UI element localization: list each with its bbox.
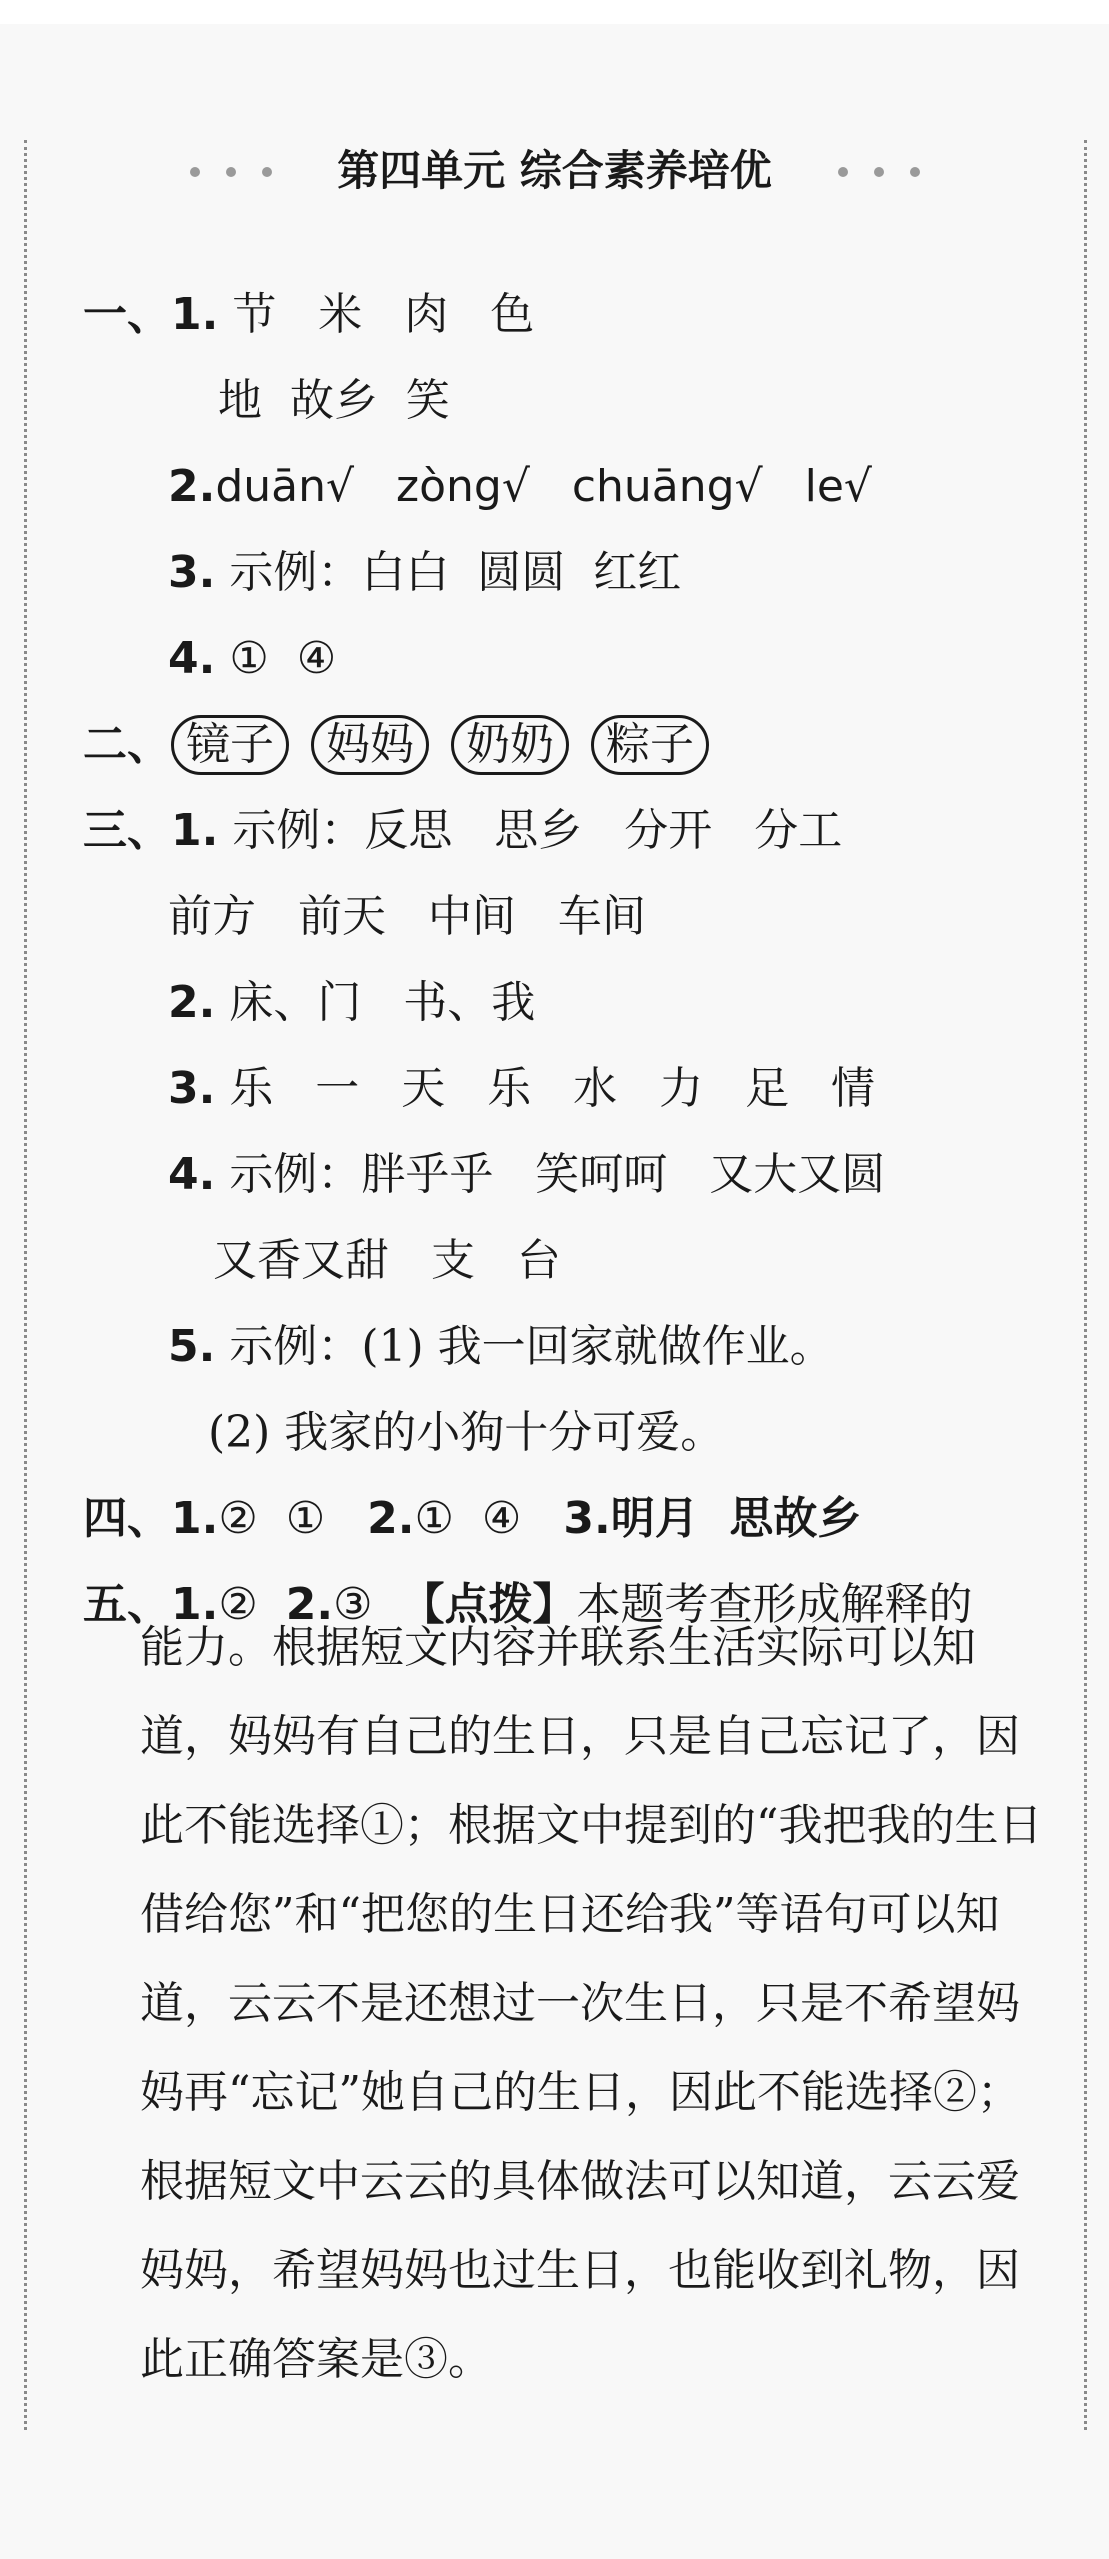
explanation-paragraph: 能力。根据短文内容并联系生活实际可以知道，妈妈有自己的生日，只是自己忘记了，因此不能选择①；根据文中提到的“我把我的生日借给您”和“把您的生日还给我”等语句可以知道，云云不是还想过一次生日，只是不希望妈妈再“忘记”她自己的生日，因此不能选择②；根据短文中云云的具体做法可以知道，云云爱妈妈，希望妈妈也过生日，也能收到礼物，因此正确答案是③。: [140, 1622, 1043, 2385]
section-number: 三、: [82, 805, 171, 856]
answer-text: 地 故乡 笑: [217, 375, 450, 426]
answer-text: 示例：反思 思乡 分开 分工: [232, 805, 843, 856]
answer-text: ① ④: [229, 633, 337, 684]
answer-text: 节 米 肉 色: [232, 289, 535, 340]
dot-decoration: [874, 167, 884, 177]
answer-text: ③: [333, 1579, 373, 1630]
question-number: 1.: [170, 1579, 219, 1630]
circled-word: 妈妈: [311, 715, 429, 775]
pinyin-answer: zòng√: [396, 461, 530, 512]
question-number: 3.: [167, 1063, 216, 1114]
section-number: 二、: [82, 719, 171, 770]
answer-text: 明月 思故乡: [610, 1493, 862, 1544]
question-number: 4.: [167, 633, 216, 684]
page-title: 第四单元 综合素养培优: [337, 146, 772, 195]
answer-text: 示例：(1) 我一回家就做作业。: [229, 1321, 834, 1372]
question-number: 1.: [170, 289, 219, 340]
dot-decoration: [910, 167, 920, 177]
answer-text: 又香又甜 支 台: [212, 1235, 561, 1286]
question-number: 3.: [167, 547, 216, 598]
circled-word: 粽子: [591, 715, 709, 775]
question-number: 2.: [285, 1579, 334, 1630]
pinyin-answer: le√: [804, 461, 872, 512]
answer-text: ② ①: [218, 1493, 326, 1544]
dot-decoration: [838, 167, 848, 177]
tip-label: 【点拨】: [400, 1579, 577, 1630]
answer-text: ① ④: [414, 1493, 522, 1544]
section-number: 一、: [82, 289, 171, 340]
answer-text: (2) 我家的小狗十分可爱。: [207, 1407, 725, 1458]
pinyin-answer: duān√: [215, 461, 355, 512]
top-band: [0, 0, 1109, 24]
right-dotted-border: [1084, 140, 1087, 2430]
answer-text: 前方 前天 中间 车间: [167, 891, 646, 942]
question-number: 5.: [167, 1321, 216, 1372]
answer-text: 本题考查形成解释的: [576, 1579, 973, 1630]
answer-text: ②: [218, 1579, 258, 1630]
question-number: 2.: [167, 977, 216, 1028]
section-number: 四、: [82, 1493, 171, 1544]
left-dotted-border: [24, 140, 27, 2430]
answer-text: 示例：胖乎乎 笑呵呵 又大又圆: [229, 1149, 886, 1200]
answer-text: 床、门 书、我: [229, 977, 536, 1028]
answer-text: 示例：白白 圆圆 红红: [229, 547, 682, 598]
section-number: 五、: [82, 1579, 171, 1630]
question-number: 4.: [167, 1149, 216, 1200]
question-number: 1.: [170, 1493, 219, 1544]
circled-word: 奶奶: [451, 715, 569, 775]
answer-text: 乐 一 天 乐 水 力 足 情: [229, 1063, 876, 1114]
question-number: 2.: [167, 461, 216, 512]
question-number: 3.: [563, 1493, 611, 1544]
pinyin-answer: chuāng√: [571, 461, 763, 512]
title-row: [0, 140, 1109, 202]
question-number: 2.: [367, 1493, 415, 1544]
circled-word: 镜子: [171, 715, 289, 775]
question-number: 1.: [170, 805, 219, 856]
